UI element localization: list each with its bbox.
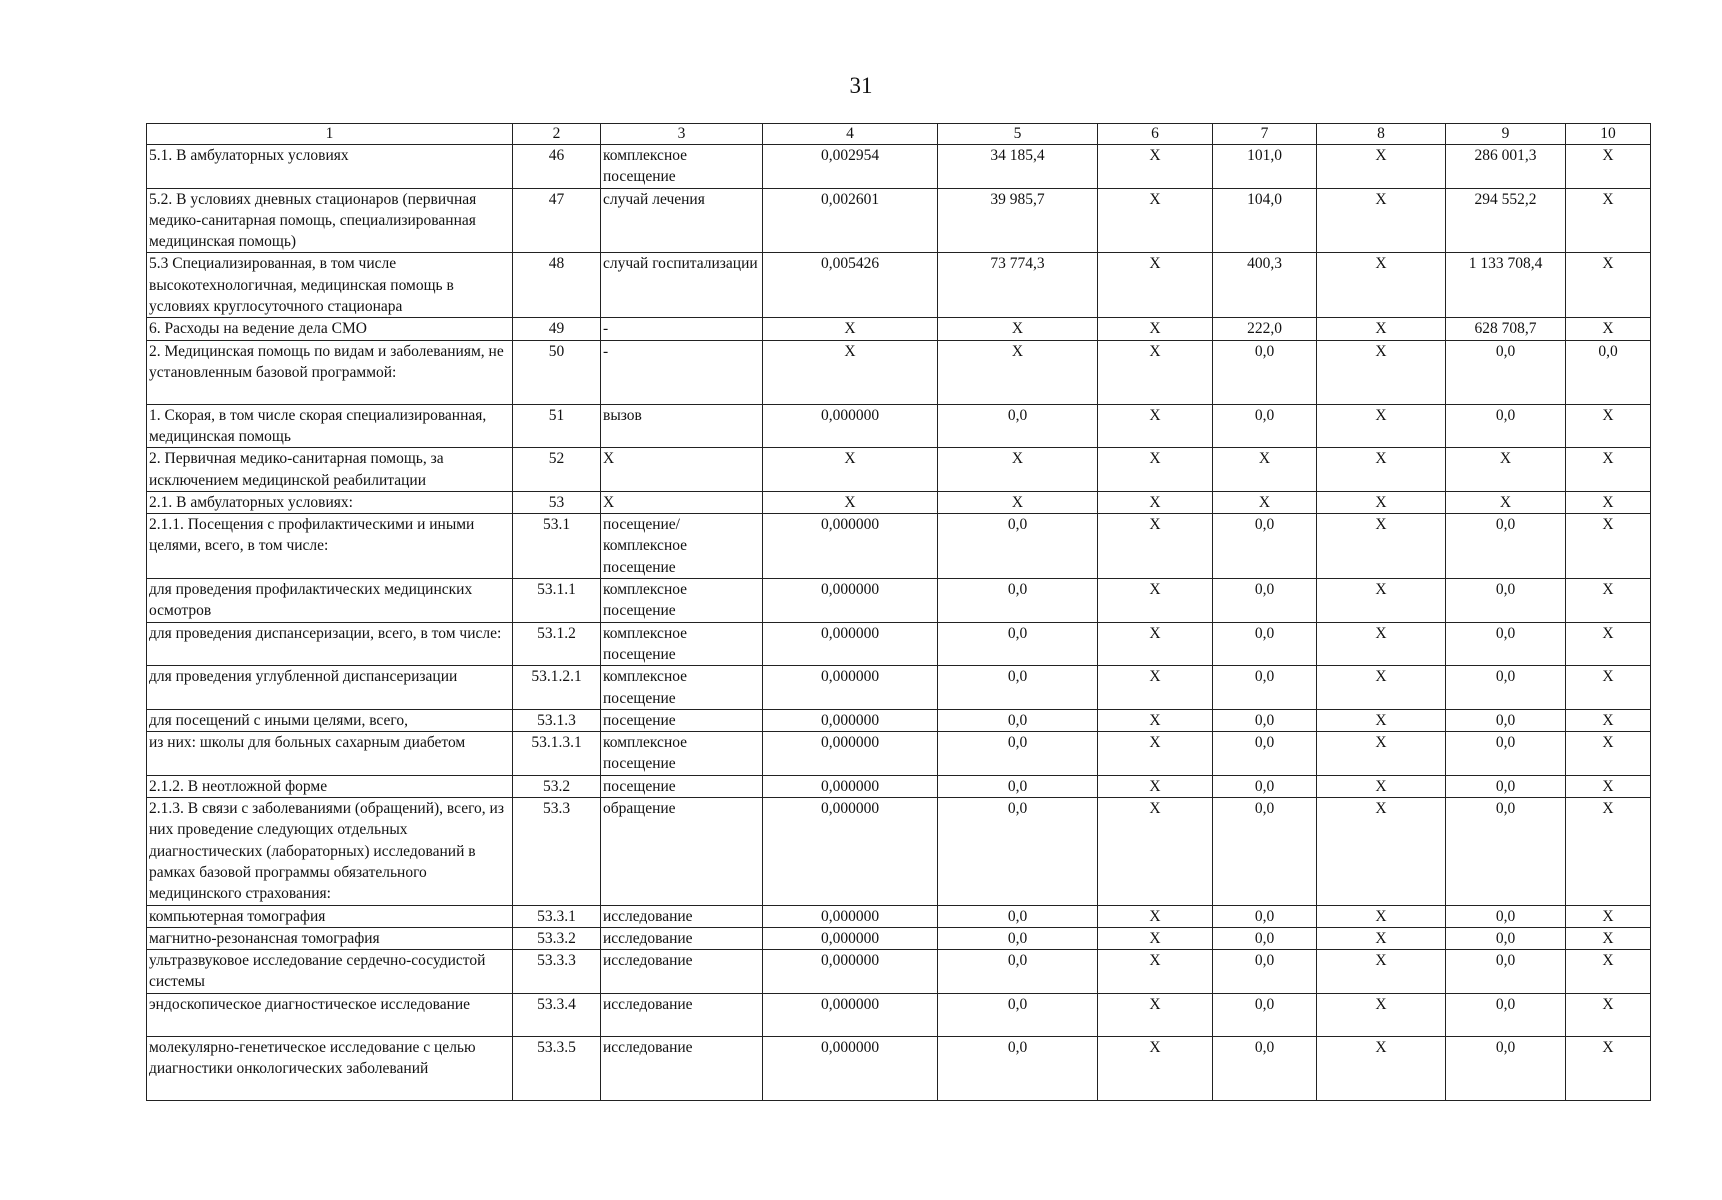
table-cell: X <box>1098 145 1213 189</box>
table-cell: X <box>1098 666 1213 710</box>
table-cell: компьютерная томография <box>147 905 513 927</box>
table-cell: ультразвуковое исследование сердечно-сосудистой системы <box>147 950 513 994</box>
table-cell: 0,0 <box>1446 927 1566 949</box>
table-cell: X <box>938 318 1098 340</box>
table-cell: 52 <box>513 448 601 492</box>
table-cell: X <box>1098 514 1213 579</box>
table-cell: 2.1.3. В связи с заболеваниями (обращений), всего, из них проведение следующих отдельных диагностических (лабораторных) исследований в рамках базовой программы обязательного медицинского страхования: <box>147 798 513 905</box>
table-cell: 53.3.2 <box>513 927 601 949</box>
table-cell: комплексное посещение <box>601 732 763 776</box>
table-cell: X <box>1317 950 1446 994</box>
table-cell: 0,000000 <box>763 579 938 623</box>
table-cell: магнитно-резонансная томография <box>147 927 513 949</box>
table-cell: 0,0 <box>938 709 1098 731</box>
table-cell: X <box>1566 491 1651 513</box>
table-cell: для проведения углубленной диспансеризации <box>147 666 513 710</box>
table-row <box>147 622 1651 666</box>
table-cell: 0,0 <box>1213 666 1317 710</box>
table-cell: 0,0 <box>1213 905 1317 927</box>
table-cell: 0,002601 <box>763 188 938 253</box>
table-row <box>147 732 1651 776</box>
table-cell: 0,0 <box>1213 622 1317 666</box>
table-cell: X <box>1446 491 1566 513</box>
table-cell: X <box>1098 404 1213 448</box>
table-cell: X <box>1098 775 1213 797</box>
table-cell: 0,0 <box>1213 340 1317 404</box>
table-cell: X <box>763 448 938 492</box>
column-header: 8 <box>1317 124 1446 145</box>
table-cell: 0,000000 <box>763 709 938 731</box>
table-cell: 0,000000 <box>763 798 938 905</box>
table-cell: X <box>1098 622 1213 666</box>
table-cell: 0,0 <box>938 514 1098 579</box>
table-cell: 2.1.1. Посещения с профилактическими и иными целями, всего, в том числе: <box>147 514 513 579</box>
table-cell: 73 774,3 <box>938 253 1098 318</box>
table-row <box>147 145 1651 189</box>
table-cell: 53.3.5 <box>513 1036 601 1100</box>
table-cell: 0,0 <box>938 666 1098 710</box>
table-cell: 0,0 <box>1446 514 1566 579</box>
table-cell: X <box>1317 905 1446 927</box>
table-cell: 0,0 <box>1446 709 1566 731</box>
table-cell: X <box>1098 732 1213 776</box>
table-cell: 53.3 <box>513 798 601 905</box>
table-cell: X <box>938 340 1098 404</box>
table-cell: X <box>1446 448 1566 492</box>
table-cell: X <box>1566 514 1651 579</box>
table-cell: исследование <box>601 950 763 994</box>
table-cell: 0,0 <box>1446 340 1566 404</box>
table-cell: X <box>601 491 763 513</box>
table-cell: для посещений с иными целями, всего, <box>147 709 513 731</box>
table-cell: X <box>1098 579 1213 623</box>
table-cell: X <box>1098 340 1213 404</box>
table-cell: X <box>1566 253 1651 318</box>
table-cell: X <box>1566 798 1651 905</box>
table-cell: 5.3 Специализированная, в том числе высокотехнологичная, медицинская помощь в условиях круглосуточного стационара <box>147 253 513 318</box>
column-header: 3 <box>601 124 763 145</box>
table-cell: 0,005426 <box>763 253 938 318</box>
table-cell: комплексное посещение <box>601 145 763 189</box>
table-cell: посещение <box>601 709 763 731</box>
table-cell: 0,0 <box>1213 993 1317 1036</box>
table-row <box>147 253 1651 318</box>
table-cell: 0,0 <box>938 579 1098 623</box>
table-cell: 2. Первичная медико-санитарная помощь, за исключением медицинской реабилитации <box>147 448 513 492</box>
table-cell: 0,0 <box>938 798 1098 905</box>
table-cell: 53.3.1 <box>513 905 601 927</box>
table-cell: X <box>1566 666 1651 710</box>
table-cell: 34 185,4 <box>938 145 1098 189</box>
table-cell: X <box>1317 340 1446 404</box>
table-cell: 0,0 <box>1446 775 1566 797</box>
table-cell: X <box>1098 253 1213 318</box>
table-cell: вызов <box>601 404 763 448</box>
table-cell: 0,0 <box>1446 1036 1566 1100</box>
table-cell: 101,0 <box>1213 145 1317 189</box>
table-row <box>147 927 1651 949</box>
table-cell: 0,0 <box>938 905 1098 927</box>
table-cell: - <box>601 340 763 404</box>
table-cell: X <box>1566 1036 1651 1100</box>
table-row <box>147 798 1651 905</box>
table-cell: 0,000000 <box>763 404 938 448</box>
table-cell: 0,000000 <box>763 622 938 666</box>
table-cell: 286 001,3 <box>1446 145 1566 189</box>
table-cell: X <box>1317 318 1446 340</box>
table-cell: 1. Скорая, в том числе скорая специализированная, медицинская помощь <box>147 404 513 448</box>
table-row <box>147 579 1651 623</box>
table-cell: X <box>1317 732 1446 776</box>
table-cell: 53 <box>513 491 601 513</box>
table-cell: X <box>1566 448 1651 492</box>
table-cell: комплексное посещение <box>601 622 763 666</box>
table-cell: 5.1. В амбулаторных условиях <box>147 145 513 189</box>
table-cell: 0,002954 <box>763 145 938 189</box>
table-cell: 49 <box>513 318 601 340</box>
table-cell: 0,000000 <box>763 927 938 949</box>
table-cell: исследование <box>601 1036 763 1100</box>
table-cell: X <box>1317 579 1446 623</box>
table-cell: 400,3 <box>1213 253 1317 318</box>
table-cell: 0,0 <box>1213 579 1317 623</box>
table-cell: X <box>1213 448 1317 492</box>
table-cell: X <box>1566 775 1651 797</box>
table-cell: 0,0 <box>1446 905 1566 927</box>
table-cell: 0,000000 <box>763 514 938 579</box>
table-cell: 39 985,7 <box>938 188 1098 253</box>
table-cell: случай госпитализации <box>601 253 763 318</box>
column-header: 2 <box>513 124 601 145</box>
table-row <box>147 775 1651 797</box>
table-cell: 294 552,2 <box>1446 188 1566 253</box>
table-cell: для проведения диспансеризации, всего, в том числе: <box>147 622 513 666</box>
column-header: 6 <box>1098 124 1213 145</box>
table-cell: 0,0 <box>1213 950 1317 994</box>
table-cell: 0,0 <box>1446 404 1566 448</box>
header-row <box>147 124 1651 145</box>
table-cell: исследование <box>601 905 763 927</box>
table-cell: X <box>1566 927 1651 949</box>
column-header: 5 <box>938 124 1098 145</box>
table-cell: X <box>1098 798 1213 905</box>
table-cell: 0,0 <box>1213 709 1317 731</box>
table-cell: 0,000000 <box>763 905 938 927</box>
table-cell: X <box>1566 622 1651 666</box>
table-cell: посещение <box>601 775 763 797</box>
table-cell: X <box>1098 188 1213 253</box>
table-cell: 0,0 <box>1213 1036 1317 1100</box>
table-cell: X <box>1317 666 1446 710</box>
table-cell: 0,0 <box>938 732 1098 776</box>
table-cell: X <box>1098 318 1213 340</box>
table-cell: 628 708,7 <box>1446 318 1566 340</box>
table-cell: 53.1.2.1 <box>513 666 601 710</box>
table-cell: X <box>1566 579 1651 623</box>
table-row <box>147 514 1651 579</box>
table-cell: 53.3.3 <box>513 950 601 994</box>
table-cell: 2.1. В амбулаторных условиях: <box>147 491 513 513</box>
table-cell: 46 <box>513 145 601 189</box>
column-header: 10 <box>1566 124 1651 145</box>
table-cell: X <box>1098 927 1213 949</box>
table-row <box>147 188 1651 253</box>
table-cell: 0,0 <box>1446 950 1566 994</box>
table-cell: 0,0 <box>1213 404 1317 448</box>
table-cell: эндоскопическое диагностическое исследование <box>147 993 513 1036</box>
table-cell: 0,0 <box>1213 927 1317 949</box>
table-cell: 53.1.2 <box>513 622 601 666</box>
table-cell: 53.3.4 <box>513 993 601 1036</box>
table-cell: 0,000000 <box>763 1036 938 1100</box>
table-cell: 0,000000 <box>763 775 938 797</box>
table-cell: 0,0 <box>938 622 1098 666</box>
table-cell: X <box>1098 993 1213 1036</box>
table-cell: X <box>1317 798 1446 905</box>
table-cell: 0,0 <box>1446 798 1566 905</box>
table-cell: X <box>763 318 938 340</box>
table-cell: X <box>1317 448 1446 492</box>
table-cell: 0,000000 <box>763 993 938 1036</box>
table-cell: 53.2 <box>513 775 601 797</box>
table-cell: 0,000000 <box>763 950 938 994</box>
table-cell: X <box>1317 253 1446 318</box>
table-cell: 0,0 <box>938 775 1098 797</box>
table-cell: X <box>1213 491 1317 513</box>
table-cell: X <box>1098 448 1213 492</box>
table-cell: X <box>1566 993 1651 1036</box>
table-cell: - <box>601 318 763 340</box>
table-cell: X <box>763 340 938 404</box>
table-cell: X <box>938 448 1098 492</box>
table-cell: 0,0 <box>1213 798 1317 905</box>
table-cell: 1 133 708,4 <box>1446 253 1566 318</box>
table-row <box>147 666 1651 710</box>
table-cell: X <box>763 491 938 513</box>
table-row <box>147 491 1651 513</box>
table-cell: X <box>1317 775 1446 797</box>
table-cell: X <box>1317 145 1446 189</box>
table-row <box>147 709 1651 731</box>
table-cell: 53.1.3.1 <box>513 732 601 776</box>
table-cell: 6. Расходы на ведение дела СМО <box>147 318 513 340</box>
column-header: 1 <box>147 124 513 145</box>
table-cell: 0,0 <box>938 950 1098 994</box>
table-cell: случай лечения <box>601 188 763 253</box>
table-cell: 0,0 <box>1446 666 1566 710</box>
table-cell: 0,0 <box>938 1036 1098 1100</box>
column-header: 7 <box>1213 124 1317 145</box>
table-cell: 0,0 <box>1446 622 1566 666</box>
table-cell: 53.1.3 <box>513 709 601 731</box>
table-row <box>147 318 1651 340</box>
table-cell: 0,0 <box>1213 775 1317 797</box>
table-cell: 51 <box>513 404 601 448</box>
table-cell: X <box>1317 622 1446 666</box>
table-cell: 0,0 <box>938 993 1098 1036</box>
table-cell: исследование <box>601 993 763 1036</box>
table-cell: 0,0 <box>1213 732 1317 776</box>
table-cell: 48 <box>513 253 601 318</box>
table-row <box>147 448 1651 492</box>
table-cell: X <box>1317 188 1446 253</box>
table-cell: посещение/ комплексное посещение <box>601 514 763 579</box>
table-cell: X <box>1566 188 1651 253</box>
table-cell: X <box>1317 491 1446 513</box>
page-number: 31 <box>849 73 873 98</box>
table-cell: 0,000000 <box>763 732 938 776</box>
table-cell: X <box>1566 950 1651 994</box>
table-cell: 0,0 <box>938 404 1098 448</box>
table-cell: X <box>1566 404 1651 448</box>
table-cell: X <box>938 491 1098 513</box>
table-cell: 2. Медицинская помощь по видам и заболеваниям, не установленным базовой программой: <box>147 340 513 404</box>
table-cell: 0,0 <box>1213 514 1317 579</box>
table-cell: X <box>1566 732 1651 776</box>
column-header: 9 <box>1446 124 1566 145</box>
data-table <box>146 123 1651 1101</box>
table-row <box>147 1036 1651 1100</box>
table-row <box>147 404 1651 448</box>
table-cell: X <box>1317 1036 1446 1100</box>
table-cell: исследование <box>601 927 763 949</box>
table-cell: 0,0 <box>938 927 1098 949</box>
table-cell: 0,0 <box>1446 579 1566 623</box>
table-cell: 0,000000 <box>763 666 938 710</box>
table-cell: 104,0 <box>1213 188 1317 253</box>
table-cell: 222,0 <box>1213 318 1317 340</box>
table-cell: X <box>1317 993 1446 1036</box>
table-cell: X <box>1098 950 1213 994</box>
table-row <box>147 340 1651 404</box>
table-cell: обращение <box>601 798 763 905</box>
table-cell: 0,0 <box>1446 732 1566 776</box>
table-cell: X <box>1317 404 1446 448</box>
table-cell: 53.1 <box>513 514 601 579</box>
table-cell: X <box>1098 905 1213 927</box>
table-row <box>147 993 1651 1036</box>
table-cell: X <box>1317 709 1446 731</box>
table-cell: X <box>601 448 763 492</box>
table-cell: 0,0 <box>1566 340 1651 404</box>
table-row <box>147 950 1651 994</box>
table-cell: X <box>1566 145 1651 189</box>
table-cell: X <box>1317 927 1446 949</box>
table-cell: X <box>1566 905 1651 927</box>
table-cell: X <box>1098 1036 1213 1100</box>
table-cell: 2.1.2. В неотложной форме <box>147 775 513 797</box>
table-cell: 50 <box>513 340 601 404</box>
table-cell: X <box>1317 514 1446 579</box>
table-cell: X <box>1098 491 1213 513</box>
column-header: 4 <box>763 124 938 145</box>
table-cell: 0,0 <box>1446 993 1566 1036</box>
table-cell: комплексное посещение <box>601 666 763 710</box>
table-cell: комплексное посещение <box>601 579 763 623</box>
table-row <box>147 905 1651 927</box>
table-cell: 5.2. В условиях дневных стационаров (первичная медико-санитарная помощь, специализированная медицинская помощь) <box>147 188 513 253</box>
table-cell: для проведения профилактических медицинских осмотров <box>147 579 513 623</box>
table-cell: из них: школы для больных сахарным диабетом <box>147 732 513 776</box>
table-cell: X <box>1098 709 1213 731</box>
table-cell: X <box>1566 318 1651 340</box>
table-cell: X <box>1566 709 1651 731</box>
table-cell: 47 <box>513 188 601 253</box>
table-cell: молекулярно-генетическое исследование с целью диагностики онкологических заболеваний <box>147 1036 513 1100</box>
table-cell: 53.1.1 <box>513 579 601 623</box>
